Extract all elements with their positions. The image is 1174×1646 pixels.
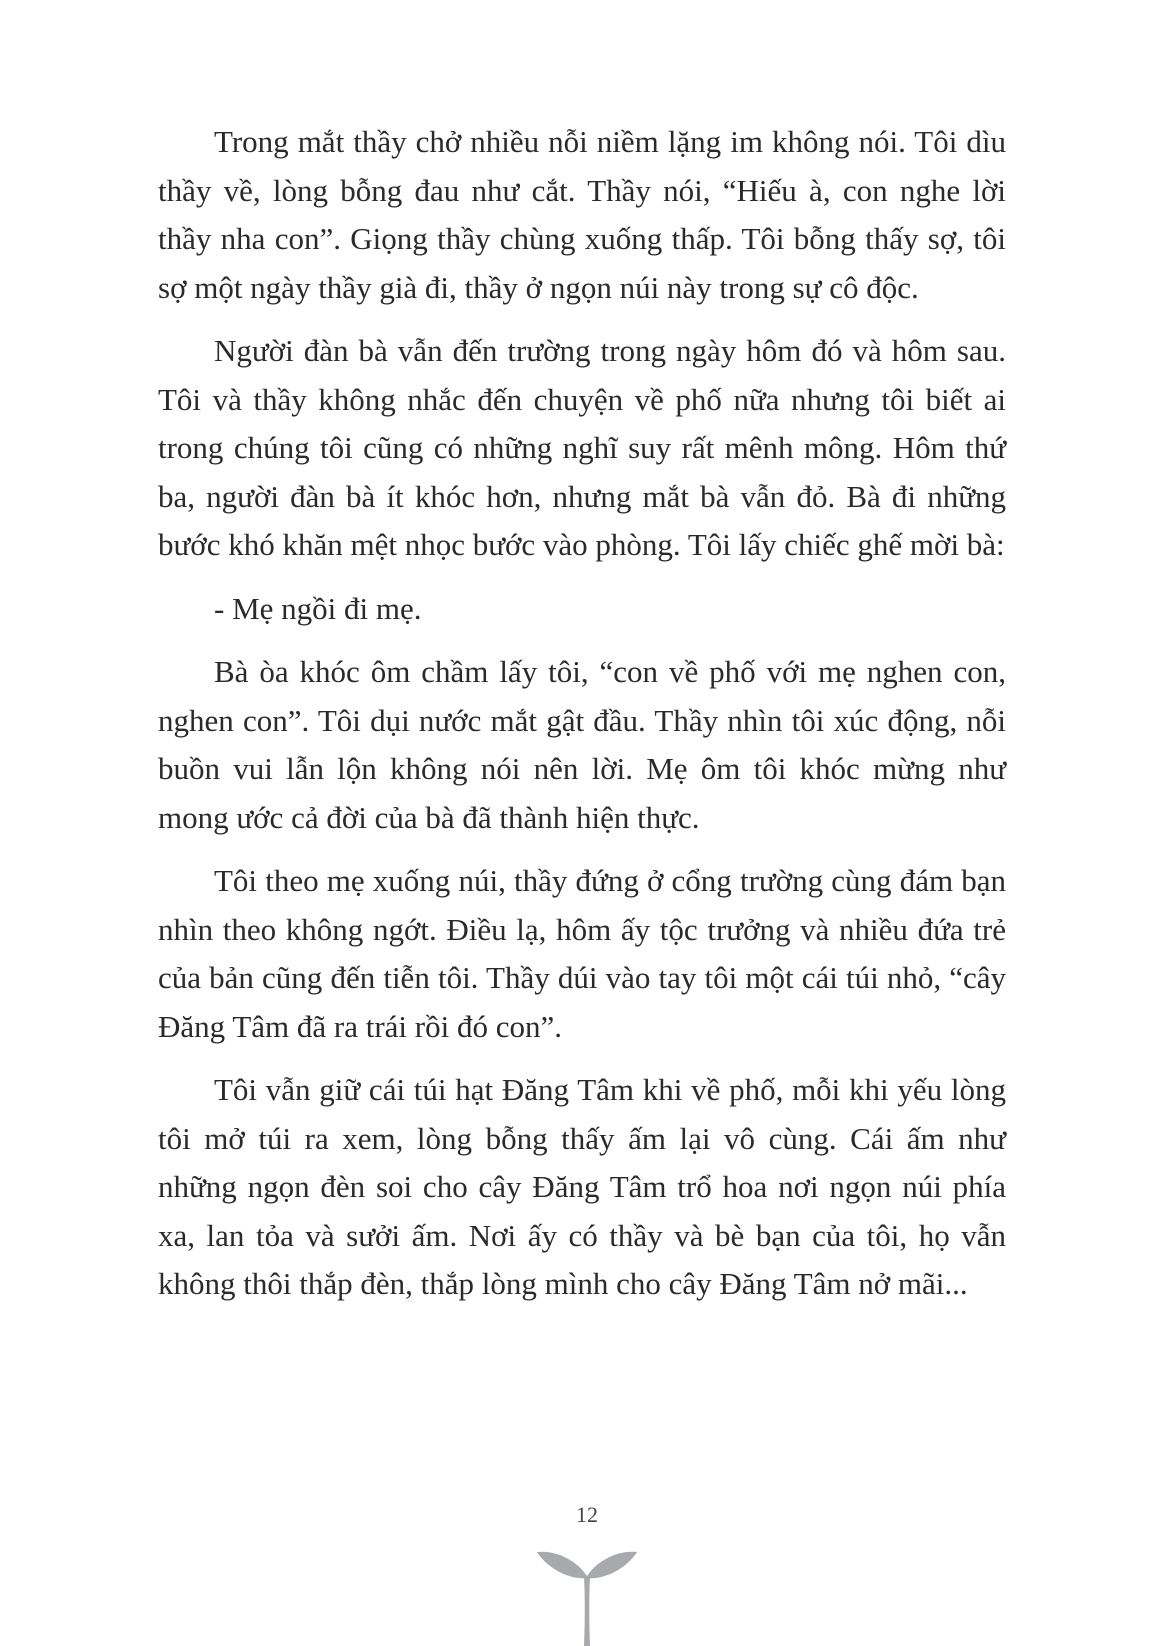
paragraph-5: Tôi theo mẹ xuống núi, thầy đứng ở cổng trường cùng đám bạn nhìn theo không ngớt. Điều lạ, hôm ấy tộc trưởng và nhiều đứa trẻ của bản cũng đến tiễn tôi. Thầy dúi vào tay tôi một cái túi nhỏ, “cây Đăng Tâm đã ra trái rồi đó con”. [158,863,1006,1044]
page-number: 12 [576,1502,598,1527]
paragraph-6: Tôi vẫn giữ cái túi hạt Đăng Tâm khi về phố, mỗi khi yếu lòng tôi mở túi ra xem, lòng bỗng thấy ấm lại vô cùng. Cái ấm như những ngọn đèn soi cho cây Đăng Tâm trổ hoa nơi ngọn núi phía xa, lan tỏa và sưởi ấm. Nơi ấy có thầy và bè bạn của tôi, họ vẫn không thôi thắp đèn, thắp lòng mình cho cây Đăng Tâm nở mãi... [158,1072,1006,1301]
paragraph-1: Trong mắt thầy chở nhiều nỗi niềm lặng im không nói. Tôi dìu thầy về, lòng bỗng đau như cắt. Thầy nói, “Hiếu à, con nghe lời thầy nha con”. Giọng thầy chùng xuống thấp. Tôi bỗng thấy sợ, tôi sợ một ngày thầy già đi, thầy ở ngọn núi này trong sự cô độc. [158,124,1006,305]
paragraph-4: Bà òa khóc ôm chầm lấy tôi, “con về phố với mẹ nghen con, nghen con”. Tôi dụi nước mắt gật đầu. Thầy nhìn tôi xúc động, nỗi buồn vui lẫn lộn không nói nên lời. Mẹ ôm tôi khóc mừng như mong ước cả đời của bà đã thành hiện thực. [158,654,1006,835]
paragraph-2: Người đàn bà vẫn đến trường trong ngày hôm đó và hôm sau. Tôi và thầy không nhắc đến chuyện về phố nữa nhưng tôi biết ai trong chúng tôi cũng có những nghĩ suy rất mênh mông. Hôm thứ ba, người đàn bà ít khóc hơn, nhưng mắt bà vẫn đỏ. Bà đi những bước khó khăn mệt nhọc bước vào phòng. Tôi lấy chiếc ghế mời bà: [158,333,1006,562]
sprout-icon [537,1536,637,1646]
paragraph-3: - Mẹ ngồi đi mẹ. [214,590,422,626]
body-text [158,118,1006,1324]
